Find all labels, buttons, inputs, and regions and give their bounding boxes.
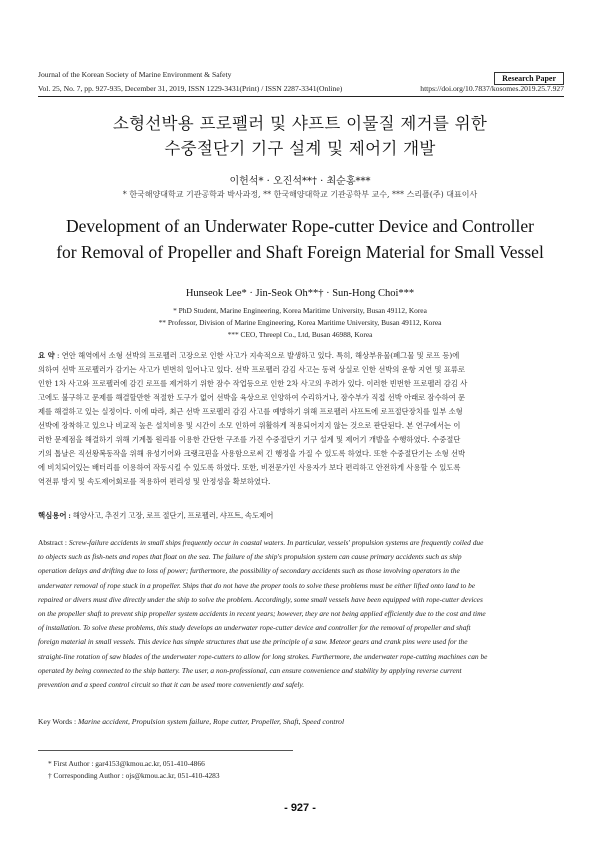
header-rule — [38, 96, 564, 97]
affiliations-kr: * 한국해양대학교 기관공학과 박사과정, ** 한국해양대학교 기관공학부 교수, *** 스리플(주) 대표이사 — [122, 190, 478, 199]
abstract-kr-line: 의하여 선박 프로펠러가 감기는 사고가 빈번히 일어나고 있다. 선박 프로펠러 감김 사고는 동력 상실로 인한 선박의 운항 지연 및 표류로 — [38, 365, 466, 374]
footnote-rule — [38, 750, 293, 751]
footnote-corresponding-author: † Corresponding Author : ojs@kmou.ac.kr, 051-410-4283 — [48, 771, 220, 780]
abstract-en-line: operation delays and drifting due to loss of power; furthermore, the possibility of secondary accidents such as those involving operators in the — [38, 566, 460, 576]
abstract-en-line: repaired or divers must dive directly under the ship to solve the problem. Accordingly, some small vessels have been equipped with rope-cutter devices — [38, 594, 483, 604]
abstract-kr-line: 선박에 장착하고 있으나 비교적 높은 설치비용 및 시간이 소모 인하여 위활하게 적용되어지지 않는 것으로 판단된다. 본 연구에서는 이 — [38, 421, 461, 430]
authors-en: Hunseok Lee* · Jin-Seok Oh**† · Sun-Hong Choi*** — [185, 288, 415, 299]
affiliation-en-1: * PhD Student, Marine Engineering, Korea Maritime University, Busan 49112, Korea — [173, 306, 427, 315]
keywords-en — [38, 717, 344, 726]
title-kr-line2: 수중절단기 기구 설계 및 제어기 개발 — [164, 139, 436, 158]
abstract-en-line: operated by being connected to the ship battery. The user, a non-professional, can ensure convenience and stability by applying reverse current — [38, 665, 462, 675]
keywords-kr-text: 해양사고, 추진기 고장, 로프 절단기, 프로펠러, 샤프트, 속도제어 — [72, 511, 274, 520]
abstract-kr-line: 기의 톱날은 직선왕복동작을 위해 유성기어와 크랭크핀을 사용함으로써 긴 행정을 가질 수 있도록 하였다. 또한 수중절단기는 소형 선박 — [38, 449, 466, 458]
abstract-en — [38, 536, 564, 692]
affiliation-en-3: *** CEO, Threepl Co., Ltd, Busan 46988, Korea — [227, 330, 373, 339]
title-en-line1: Development of an Underwater Rope-cutter Device and Controller — [66, 216, 534, 236]
abstract-en-line: underwater removal of rope stuck in a propeller. Ships that do not have the proper tools to solve these problems must be either lifted onto land to be — [38, 580, 476, 590]
volume-line-row — [38, 84, 564, 93]
abstract-kr-line: 인한 1차 사고와 프로펠러에 감긴 로프를 제거하기 위한 잠수 작업등으로 인한 2차 사고의 우려가 있다. 이러한 빈번한 프로펠러 감김 사 — [38, 379, 468, 388]
abstract-en-line: to objects such as fish-nets and ropes that float on the sea. The failure of the ship's propulsion system can cause primary accidents such as ship — [38, 552, 462, 562]
abstract-en-line: straight-line rotation of saw blades of the underwater rope-cutters to allow for long strokes. Furthermore, the underwater rope-cutting machines can be — [38, 651, 488, 661]
abstract-kr-line: 요 약 : 연안 해역에서 소형 선박의 프로펠러 고장으로 인한 사고가 지속적으로 발생하고 있다. 특히, 해상부유물(폐그물 및 로프 등)에 — [38, 351, 460, 360]
doi-link[interactable]: https://doi.org/10.7837/kosomes.2019.25.7.927 — [420, 84, 564, 93]
abstract-kr-line: 역전류 방지 및 속도제어회로를 적용하여 편리성 및 안정성을 확보하였다. — [38, 477, 271, 486]
keywords-en-label: Key Words : — [38, 717, 77, 726]
abstract-kr-line: 고에도 불구하고 문제를 해결할만한 적절한 도구가 없어 선박을 육상으로 인양하여 수리하거나, 잠수부가 직접 선박 아래로 잠수하여 문 — [38, 393, 466, 402]
volume-info: Vol. 25, No. 7, pp. 927-935, December 31, 2019, ISSN 1229-3431(Print) / ISSN 2287-3341(Online) — [38, 84, 343, 93]
abstract-en-line: of installation. To solve these problems, this study develops an underwater rope-cutter device and controller for the removal of propeller and shaft — [38, 623, 471, 633]
page-number: - 927 - — [284, 802, 316, 814]
affiliation-en-2: ** Professor, Division of Marine Engineering, Korea Maritime University, Busan 49112, Korea — [158, 318, 442, 327]
abstract-en-line: on the propeller shaft to prevent ship propeller system accidents in recent years; however, they are not being applied efficiently due to the cost and time — [38, 609, 486, 619]
title-en-line2: for Removal of Propeller and Shaft Foreign Material for Small Vessel — [56, 242, 544, 262]
article-type-badge: Research Paper — [494, 72, 564, 85]
abstract-kr-label: 요 약 — [38, 351, 55, 360]
abstract-kr-line: 제를 해결하고 있는 실정이다. 이에 따라, 최근 선박 프로펠러 감김 사고를 예방하기 위해 프로펠러 샤프트에 로프절단장치를 일부 소형 — [38, 407, 463, 416]
authors-kr: 이헌석* · 오진석**† · 최순홍*** — [229, 176, 371, 187]
journal-name: Journal of the Korean Society of Marine Environment & Safety — [38, 70, 232, 79]
abstract-en-line: Abstract : Screw-failure accidents in small ships frequently occur in coastal waters. In particular, vessels' propulsion systems are frequently coiled due — [38, 538, 484, 547]
keywords-kr — [38, 510, 273, 521]
abstract-en-line: prevention and a speed control circuit so that it can be used more conveniently and safely. — [38, 680, 305, 690]
abstract-kr-line: 러한 문제점을 해결하기 위해 기계톱 원리를 이용한 간단한 구조를 가진 수중절단기 기구 설계 및 제어기 개발을 수행하였다. 수중절단 — [38, 435, 461, 444]
keywords-kr-label: 핵심용어 : — [38, 511, 71, 520]
title-kr-line1: 소형선박용 프로펠러 및 샤프트 이물질 제거를 위한 — [112, 114, 488, 133]
abstract-en-label: Abstract : — [38, 538, 67, 547]
footnote-first-author: * First Author : gar4153@kmou.ac.kr, 051-410-4866 — [48, 759, 205, 768]
abstract-en-line: foreign material in small vessels. This device has simple structures that use the principle of a saw. Meteor gears and crank pins were used for the — [38, 637, 468, 647]
keywords-en-text: Marine accident, Propulsion system failure, Rope cutter, Propeller, Shaft, Speed control — [77, 717, 345, 726]
abstract-kr-line: 에 비치되어있는 배터리를 이용하여 작동시킬 수 있도록 하였다. 또한, 비전문가인 사용자가 보다 편리하고 안전하게 사용할 수 있도록 — [38, 463, 461, 472]
abstract-kr — [38, 349, 564, 489]
